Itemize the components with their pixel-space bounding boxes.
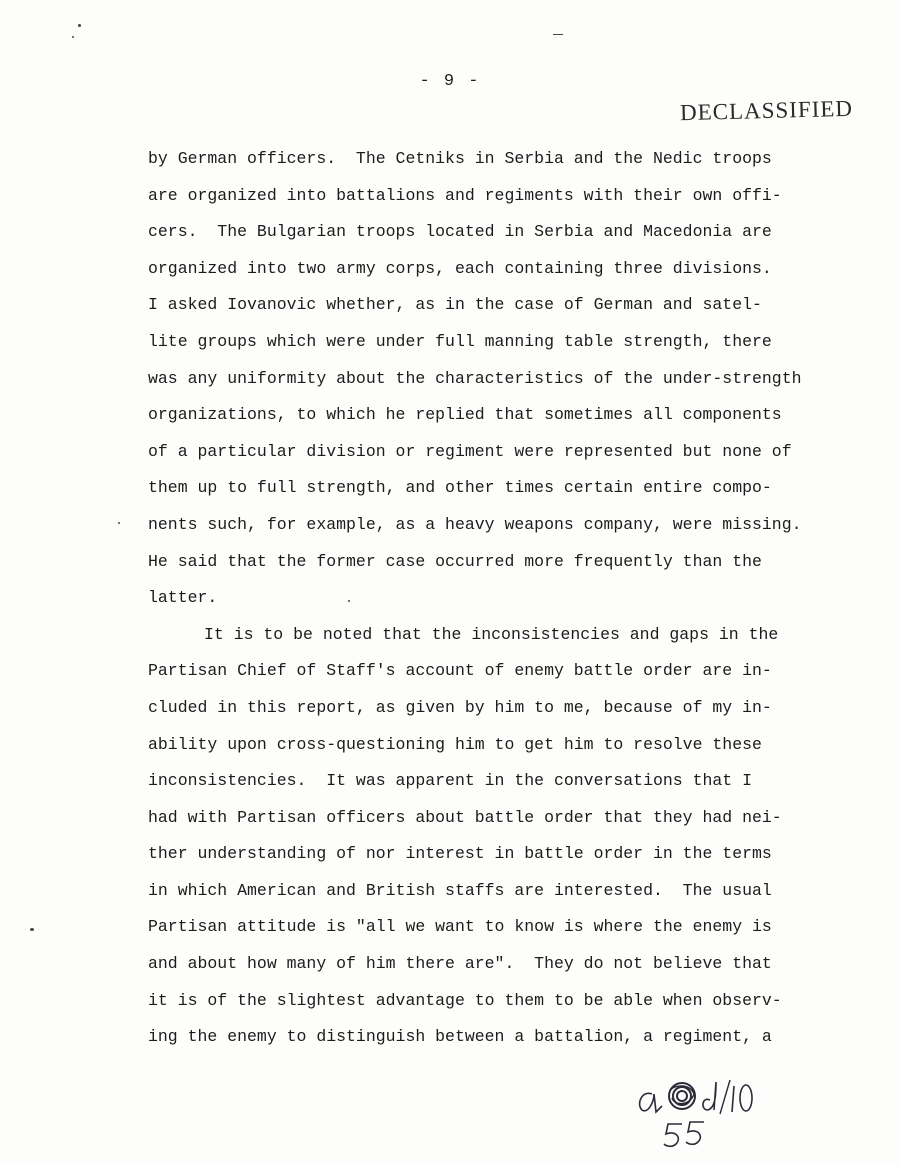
text-line: cers. The Bulgarian troops located in Serbia and Macedonia are: [148, 222, 772, 242]
text-line: by German officers. The Cetniks in Serbia and the Nedic troops: [148, 149, 772, 168]
text-line: latter.: [148, 588, 218, 608]
document-body: [148, 141, 860, 1056]
text-line: ability upon cross-questioning him to get him to resolve these: [148, 734, 762, 754]
text-line: are organized into battalions and regiments with their own offi-: [148, 185, 782, 205]
scan-speck: [72, 36, 74, 38]
text-line: Partisan Chief of Staff's account of enemy battle order are in-: [148, 661, 772, 681]
text-line: them up to full strength, and other times certain entire compo-: [148, 478, 772, 498]
scan-speck: [78, 24, 81, 27]
scan-speck: [348, 600, 350, 602]
text-line: and about how many of him there are". They do not believe that: [148, 954, 772, 974]
text-line: inconsistencies. It was apparent in the conversations that I: [148, 771, 752, 791]
text-line: it is of the slightest advantage to them to be able when observ-: [148, 990, 782, 1010]
scan-speck: [30, 928, 34, 931]
text-line: Partisan attitude is "all we want to know is where the enemy is: [148, 917, 772, 937]
text-line: cluded in this report, as given by him to me, because of my in-: [148, 697, 772, 717]
scan-speck: [118, 522, 120, 524]
scan-speck: [553, 34, 563, 35]
text-line: was any uniformity about the characteristics of the under-strength: [148, 368, 802, 388]
text-line: in which American and British staffs are interested. The usual: [148, 880, 772, 900]
text-line: organizations, to which he replied that sometimes all components: [148, 405, 782, 425]
text-line: ing the enemy to distinguish between a battalion, a regiment, a: [148, 1027, 772, 1047]
text-line: I asked Iovanovic whether, as in the case of German and satel-: [148, 295, 762, 315]
page-number: - 9 -: [419, 72, 481, 91]
text-line: It is to be noted that the inconsistencies and gaps in the: [204, 624, 779, 644]
text-line: ther understanding of nor interest in battle order in the terms: [148, 844, 772, 864]
declassified-stamp: DECLASSIFIED: [679, 95, 854, 126]
handwritten-annotation: [630, 1072, 780, 1152]
text-line: of a particular division or regiment were represented but none of: [148, 441, 792, 461]
text-line: He said that the former case occurred more frequently than the: [148, 551, 762, 571]
text-line: organized into two army corps, each containing three divisions.: [148, 258, 772, 278]
text-line: had with Partisan officers about battle order that they had nei-: [148, 807, 782, 827]
text-line: nents such, for example, as a heavy weapons company, were missing.: [148, 514, 802, 534]
text-line: lite groups which were under full manning table strength, there: [148, 331, 772, 351]
